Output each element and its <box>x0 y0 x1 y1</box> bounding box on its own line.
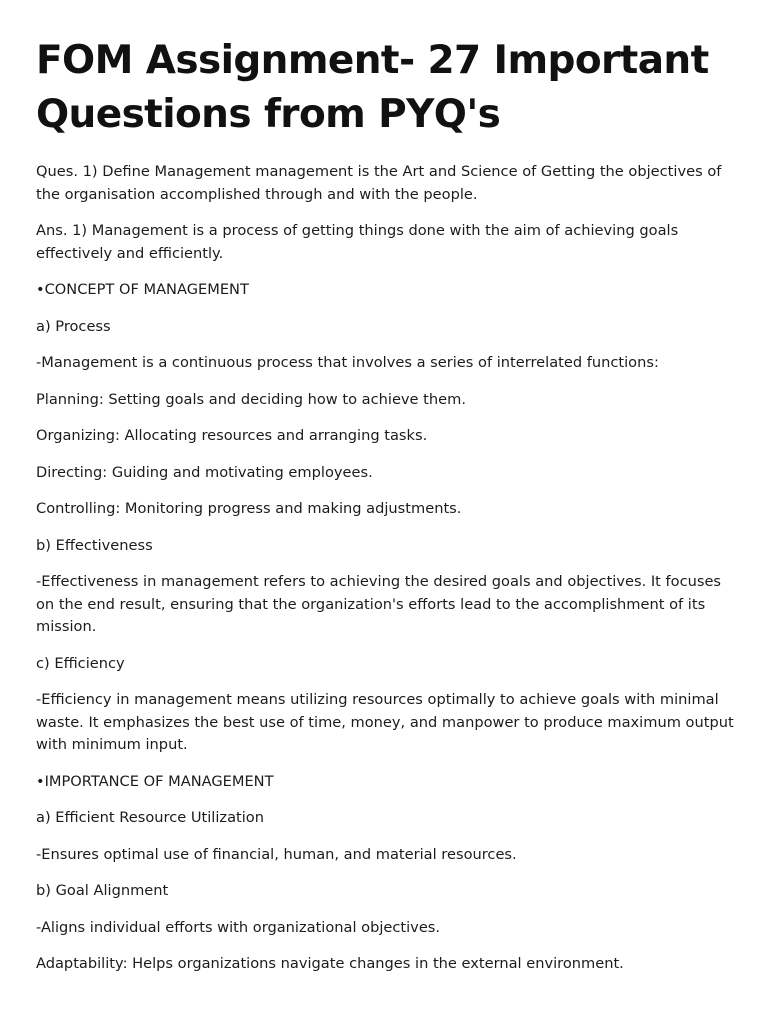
document-title: FOM Assignment- 27 Important Questions from PYQ's <box>36 38 709 137</box>
subheading-goal-alignment: b) Goal Alignment <box>36 882 169 899</box>
section-heading-importance: •IMPORTANCE OF MANAGEMENT <box>36 772 274 790</box>
document-body <box>36 161 736 976</box>
answer-1-text: Ans. 1) Management is a process of getting things done with the aim of achieving goals effectively and efficiently. <box>36 222 679 262</box>
goal-alignment-description: -Aligns individual efforts with organizational objectives. <box>36 918 441 936</box>
question-1-text: Ques. 1) Define Management management is the Art and Science of Getting the objectives of the organisation accomplished through and with the people. <box>36 163 722 203</box>
subheading-process: a) Process <box>36 317 111 335</box>
function-organizing: Organizing: Allocating resources and arranging tasks. <box>36 427 428 444</box>
document-page <box>36 34 736 990</box>
function-directing: Directing: Guiding and motivating employees. <box>36 463 373 481</box>
effectiveness-description: -Effectiveness in management refers to achieving the desired goals and objectives. It focuses on the end result, ensuring that the organization's efforts lead to the accomplishment of its mission. <box>36 573 722 635</box>
resource-utilization-description: -Ensures optimal use of financial, human, and material resources. <box>36 845 517 863</box>
subheading-effectiveness: b) Effectiveness <box>36 536 153 554</box>
function-planning: Planning: Setting goals and deciding how to achieve them. <box>36 390 466 408</box>
subheading-efficiency: c) Efficiency <box>36 654 125 672</box>
subheading-resource-utilization: a) Efficient Resource Utilization <box>36 809 264 826</box>
efficiency-description: -Efficiency in management means utilizing resources optimally to achieve goals with minimal waste. It emphasizes the best use of time, money, and manpower to produce maximum output with minimum input. <box>36 691 734 753</box>
process-description: -Management is a continuous process that involves a series of interrelated functions: <box>36 354 659 371</box>
function-controlling: Controlling: Monitoring progress and making adjustments. <box>36 500 462 517</box>
adaptability-text: Adaptability: Helps organizations navigate changes in the external environment. <box>36 955 624 972</box>
section-heading-concept: •CONCEPT OF MANAGEMENT <box>36 281 249 298</box>
